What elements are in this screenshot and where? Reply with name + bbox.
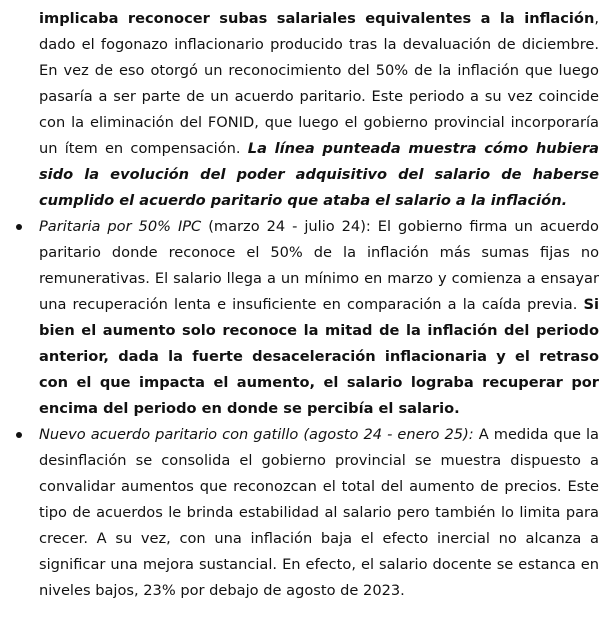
bullet-text: A medida que la desinflación se consolida el gobierno provincial se muestra dispuesto a convalidar aumentos que reconozcan el total del aumento de precios. Este tipo de acuerdos le brinda estabilidad al salario pero también lo limita para crecer. A su vez, con una inflación baja el efecto inercial no alcanza a significar una mejora sustancial. En efecto, el salario docente se estanca en niveles bajos, 23% por debajo de agosto de 2023. <box>39 426 599 599</box>
bullet-title: Paritaria por 50% IPC <box>39 218 202 235</box>
bullet-bold-text: Si bien el aumento solo reconoce la mitad de la inflación del periodo anterior, dada la fuerte desaceleración inflacionaria y el retraso con el que impacta el aumento, el salario lograba recuperar por encima del periodo en donde se percibía el salario. <box>39 296 599 417</box>
intro-text: , dado el fogonazo inflacionario producido tras la devaluación de diciembre. En vez de eso otorgó un reconocimiento del 50% de la inflación que luego pasaría a ser parte de un acuerdo paritario. Este periodo a su vez coincide con la eliminación del FONID, que luego el gobierno provincial incorporaría un ítem en compensación. <box>39 10 599 157</box>
bullet-title: Nuevo acuerdo paritario con gatillo (agosto 24 - enero 25): <box>39 426 474 443</box>
bullet-dot-icon <box>16 432 22 438</box>
bullet-item-paritaria-50 <box>0 214 611 422</box>
intro-bold-lead: implicaba reconocer subas salariales equivalentes a la inflación <box>39 10 595 27</box>
intro-bold-italic-note: La línea punteada muestra cómo hubiera sido la evolución del poder adquisitivo del salario de haberse cumplido el acuerdo paritario que ataba el salario a la inflación. <box>39 140 599 209</box>
intro-paragraph <box>0 0 611 214</box>
bullet-dot-icon <box>16 224 22 230</box>
bullet-text: (marzo 24 - julio 24): El gobierno firma un acuerdo paritario donde reconoce el 50% de la inflación más sumas fijas no remunerativas. El salario llega a un mínimo en marzo y comienza a ensayar una recuperación lenta e insuficiente en comparación a la caída previa. <box>39 218 599 313</box>
bullet-list <box>0 214 611 604</box>
bullet-item-nuevo-acuerdo <box>0 422 611 604</box>
